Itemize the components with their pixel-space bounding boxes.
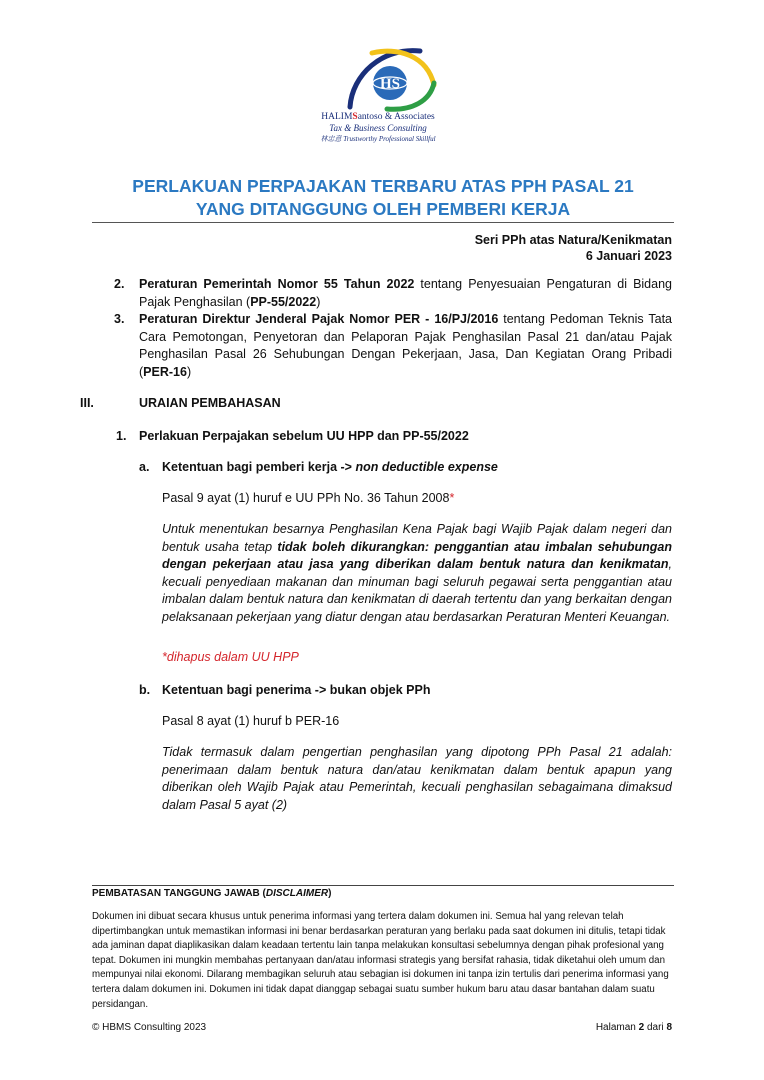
item-letter: a. — [139, 460, 150, 474]
disclaimer-text: Dokumen ini dibuat secara khusus untuk penerima informasi yang tertera dalam dokumen ini. Semua hal yang relevan telah dipertimbangkan untuk memastikan informasi ini benar berdasarkan peraturan yang berlaku pada saat dokumen ini ditulis, tetapi tidak ada jaminan dapat diaplikasikan dalam keadaan tertentu lain tanpa melakukan konsultasi sebelumnya dengan pihak profesional yang tepat. Dokumen ini mungkin membahas pertanyaan dan/atau informasi strategis yang bersifat rahasia, tidak diketahui oleh umum dan mempunyai nilai ekonomi. Dilarang membagikan seluruh atau sebagian isi dokumen ini tanpa izin tertulis dari penerima informasi yang tertera dalam dokumen ini. Dokumen ini tidak dapat dianggap sebagai suatu sumber hukum baru atau dasar bantahan dalam suatu persidangan. — [92, 911, 669, 1010]
title-divider — [92, 222, 674, 223]
disclaimer-divider — [92, 885, 674, 886]
series-info — [475, 232, 672, 264]
item-a-quote: Untuk menentukan besarnya Penghasilan Kena Pajak bagi Wajib Pajak dalam negeri dan bentuk usaha tetap tidak boleh dikurangkan: penggantian atau imbalan sehubungan dengan pekerjaan atau jasa yang diberikan dalam bentuk natura dan kenikmatan, kecuali penyediaan makanan dan minuman bagi seluruh pegawai serta penggantian atau imbalan dalam bentuk natura dan kenikmatan di daerah tertentu dan yang berkaitan dengan pelaksanaan pekerjaan yang diatur dengan atau berdasarkan Peraturan Menteri Keuangan. — [162, 522, 673, 624]
logo-emblem-icon — [342, 45, 438, 115]
item-b-quote: Tidak termasuk dalam pengertian penghasilan yang dipotong PPh Pasal 21 adalah: penerimaan dalam bentuk natura dan/atau kenikmatan dalam bentuk apapun yang diberikan oleh Wajib Pajak atau Pemerintah, kecuali penghasilan sebagaimana dimaksud dalam Pasal 5 ayat (2) — [162, 745, 672, 812]
item-b-heading: Ketentuan bagi penerima -> bukan objek PPh — [162, 683, 431, 697]
subsection-title: Perlakuan Perpajakan sebelum UU HPP dan PP-55/2022 — [139, 429, 469, 443]
disclaimer-title: PEMBATASAN TANGGUNG JAWAB (DISCLAIMER) — [92, 888, 332, 899]
item-letter: b. — [139, 683, 151, 697]
reference-number: 2. — [114, 277, 125, 291]
item-a-citation: Pasal 9 ayat (1) huruf e UU PPh No. 36 Tahun 2008* — [162, 491, 455, 505]
footer-copyright: © HBMS Consulting 2023 — [92, 1022, 207, 1033]
item-a-note: *dihapus dalam UU HPP — [162, 650, 299, 664]
reference-number: 3. — [114, 312, 125, 326]
item-b-citation: Pasal 8 ayat (1) huruf b PER-16 — [162, 714, 340, 728]
subsection-number: 1. — [116, 429, 127, 443]
logo-brand-name: HALIMSantoso & Associates — [321, 112, 435, 122]
title-line-1: PERLAKUAN PERPAJAKAN TERBARU ATAS PPH PASAL 21 — [132, 176, 634, 196]
item-a-heading: Ketentuan bagi pemberi kerja -> non deductible expense — [162, 460, 498, 474]
reference-item: Peraturan Direktur Jenderal Pajak Nomor PER - 16/PJ/2016 tentang Pedoman Teknis Tata Cara Pemotongan, Penyetoran dan Pelaporan Pajak Penghasilan Pasal 21 dan/atau Pajak Penghasilan Pasal 26 Sehubungan Dengan Pekerjaan, Jasa, Dan Kegiatan Orang Pribadi (PER-16) — [139, 312, 672, 379]
reference-item: Peraturan Pemerintah Nomor 55 Tahun 2022 tentang Penyesuaian Pengaturan di Bidang Pajak Penghasilan (PP-55/2022) — [139, 277, 672, 309]
section-title: URAIAN PEMBAHASAN — [139, 396, 281, 410]
footer-page-number: Halaman 2 dari 8 — [595, 1022, 672, 1033]
document-title — [92, 175, 674, 221]
logo-emblem-text: HS — [379, 76, 401, 92]
logo-tagline: Tax & Business Consulting — [329, 123, 427, 133]
series-name: Seri PPh atas Natura/Kenikmatan — [474, 233, 672, 247]
title-line-2: YANG DITANGGUNG OLEH PEMBERI KERJA — [195, 199, 571, 219]
logo-motto: 林忠意 Trustworthy Professional Skillful — [320, 135, 436, 143]
series-date: 6 Januari 2023 — [585, 249, 672, 263]
section-number: III. — [80, 396, 94, 410]
